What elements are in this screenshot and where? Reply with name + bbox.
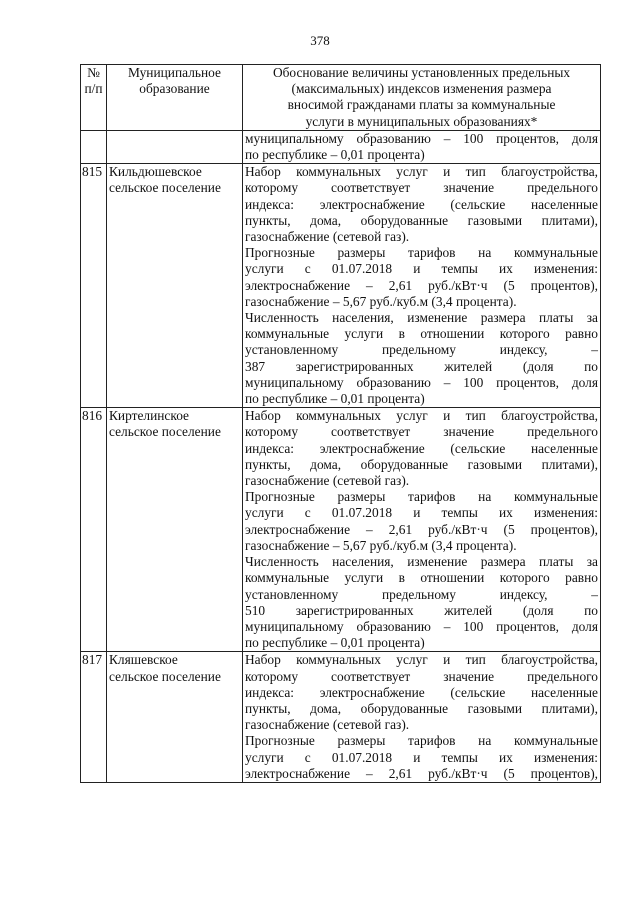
text-line: которому соответствует значение предельного: [245, 180, 598, 196]
tariff-index-table: [80, 64, 601, 783]
text-line: Прогнозные размеры тарифов на коммунальные: [245, 489, 598, 505]
text-line: индекса: электроснабжение (сельские населенные: [245, 196, 598, 212]
name-line: Кляшевское: [109, 652, 178, 668]
header-number: [81, 65, 107, 131]
header-line: вносимой гражданами платы за коммунальные: [287, 97, 556, 113]
justification-text: [243, 408, 601, 652]
text-line: по республике – 0,01 процента): [245, 147, 425, 163]
municipality-name: [107, 652, 243, 783]
table-row: [81, 652, 601, 783]
text-line: пункты, дома, оборудованные газовыми плитами),: [245, 700, 598, 716]
text-line: электроснабжение – 2,61 руб./кВт·ч (5 процентов),: [245, 765, 598, 781]
text-line: услуги с 01.07.2018 и темпы их изменения:: [245, 749, 598, 765]
text-line: услуги с 01.07.2018 и темпы их изменения:: [245, 261, 598, 277]
text-line: Прогнозные размеры тарифов на коммунальные: [245, 245, 598, 261]
row-number: 816: [81, 408, 107, 652]
text-line: индекса: электроснабжение (сельские населенные: [245, 440, 598, 456]
text-line: Набор коммунальных услуг и тип благоустройства,: [245, 652, 598, 668]
name-line: Кильдюшевское: [109, 164, 202, 180]
header-justification: [243, 65, 601, 131]
table-cell: [81, 130, 107, 163]
text-line: установленному предельному индексу, –: [245, 342, 598, 358]
table-header-row: [81, 65, 601, 131]
text-line: газоснабжение – 5,67 руб./куб.м (3,4 процента).: [245, 293, 517, 309]
text-line: которому соответствует значение предельного: [245, 424, 598, 440]
header-municipality: [107, 65, 243, 131]
header-line: услуги в муниципальных образованиях*: [305, 113, 538, 129]
page-number: 378: [310, 33, 330, 48]
table-cell: [107, 130, 243, 163]
text-line: электроснабжение – 2,61 руб./кВт·ч (5 процентов),: [245, 277, 598, 293]
text-line: пункты, дома, оборудованные газовыми плитами),: [245, 212, 598, 228]
text-line: газоснабжение – 5,67 руб./куб.м (3,4 процента).: [245, 537, 517, 553]
name-line: сельское поселение: [109, 424, 221, 440]
text-line: по республике – 0,01 процента): [245, 635, 425, 651]
continuation-text: [243, 130, 601, 163]
text-line: муниципальному образованию – 100 процентов, доля: [245, 374, 598, 390]
table-row: [81, 408, 601, 652]
text-line: муниципальному образованию – 100 процентов, доля: [245, 130, 598, 146]
header-line: (максимальных) индексов изменения размера: [291, 81, 552, 97]
text-line: установленному предельному индексу, –: [245, 586, 598, 602]
name-line: сельское поселение: [109, 668, 221, 684]
text-line: Численность населения, изменение размера платы за: [245, 554, 598, 570]
text-line: по республике – 0,01 процента): [245, 391, 425, 407]
row-number: 815: [81, 164, 107, 408]
header-line: Муниципальное: [128, 65, 221, 80]
table-row: [81, 164, 601, 408]
text-line: Численность населения, изменение размера платы за: [245, 310, 598, 326]
continuation-row: [81, 130, 601, 163]
row-number: 817: [81, 652, 107, 783]
header-line: Обоснование величины установленных предельных: [272, 65, 571, 80]
text-line: которому соответствует значение предельного: [245, 668, 598, 684]
text-line: газоснабжение (сетевой газ).: [245, 473, 410, 489]
text-line: коммунальные услуги в отношении которого равно: [245, 570, 598, 586]
text-line: электроснабжение – 2,61 руб./кВт·ч (5 процентов),: [245, 521, 598, 537]
header-line: п/п: [84, 81, 103, 97]
name-line: Киртелинское: [109, 408, 189, 424]
text-line: коммунальные услуги в отношении которого равно: [245, 326, 598, 342]
text-line: индекса: электроснабжение (сельские населенные: [245, 684, 598, 700]
text-line: муниципальному образованию – 100 процентов, доля: [245, 618, 598, 634]
justification-text: [243, 164, 601, 408]
text-line: пункты, дома, оборудованные газовыми плитами),: [245, 456, 598, 472]
text-line: 510 зарегистрированных жителей (доля по: [245, 602, 598, 618]
text-line: газоснабжение (сетевой газ).: [245, 717, 410, 733]
municipality-name: [107, 408, 243, 652]
justification-text: [243, 652, 601, 783]
text-line: 387 зарегистрированных жителей (доля по: [245, 358, 598, 374]
text-line: газоснабжение (сетевой газ).: [245, 229, 410, 245]
municipality-name: [107, 164, 243, 408]
text-line: Набор коммунальных услуг и тип благоустройства,: [245, 164, 598, 180]
header-line: образование: [139, 81, 210, 97]
name-line: сельское поселение: [109, 180, 221, 196]
header-line: №: [87, 65, 100, 80]
text-line: Набор коммунальных услуг и тип благоустройства,: [245, 408, 598, 424]
text-line: услуги с 01.07.2018 и темпы их изменения:: [245, 505, 598, 521]
text-line: Прогнозные размеры тарифов на коммунальные: [245, 733, 598, 749]
